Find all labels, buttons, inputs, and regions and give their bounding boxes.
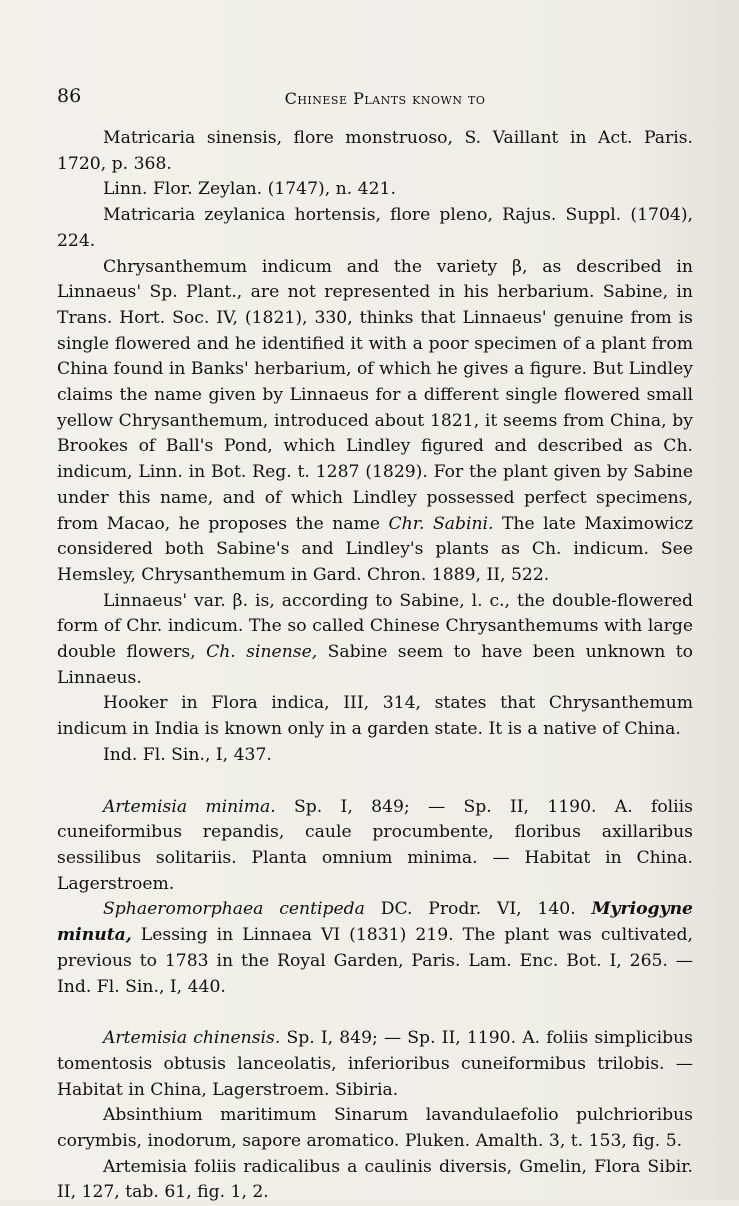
text-run: DC. Prodr. VI, 140. xyxy=(364,899,592,920)
paragraph-linn-flor-zeylan: Linn. Flor. Zeylan. (1747), n. 421. xyxy=(103,179,396,200)
text-run: Sp. I, 849; — Sp. II, 1190. A. foliis simplicibus tomentosis obtusis lanceolatis, inferioribus cuneiformibus trilobis. — Habitat in China, Lagerstroem. Sibiria. xyxy=(57,1028,693,1100)
paragraph-artemisia-chinensis xyxy=(57,1026,693,1103)
text-run: Lessing in Linnaea VI (1831) 219. The plant was cultivated, previous to 1783 in the Royal Garden, Paris. Lam. Enc. Bot. I, 265. — Ind. Fl. Sin., I, 440. xyxy=(57,925,693,997)
text-run: Chrysanthemum indicum and the variety β, as described in Linnaeus' Sp. Plant., are not represented in his herbarium. Sabine, in Trans. Hort. Soc. IV, (1821), 330, thinks that Linnaeus' genuine from is single flowered and he identified it with a poor specimen of a plant from China found in Banks' herbarium, of which he gives a figure. But Lindley claims the name given by Linnaeus for a different single flowered small yellow Chrysanthemum, introduced about 1821, it seems from China, by Brookes of Ball's Pond, which Lindley figured and described as Ch. indicum, Linn. in Bot. Reg. t. 1287 (1829). For the plant given by Sabine under this name, and of which Lindley possessed perfect specimens, from Macao, he proposes the name xyxy=(57,256,693,534)
text-run: Linnaeus' var. β. is, according to Sabine, l. c., the double-flowered form of Chr. indicum. The so called Chinese Chrysanthemums with large double flowers, xyxy=(57,590,693,663)
paragraph-absinthium: Absinthium maritimum Sinarum lavandulaefolio pulchrioribus corymbis, inodorum, sapore aromatico. Pluken. Amalth. 3, t. 153, fig. 5. xyxy=(57,1105,693,1152)
taxon-name: Artemisia chinensis. xyxy=(103,1028,281,1049)
paragraph-matricaria-sinensis: Matricaria sinensis, flore monstruoso, S. Vaillant in Act. Paris. 1720, p. 368. xyxy=(57,128,693,174)
body-text xyxy=(57,126,693,1206)
paragraph-artemisia-foliis: Artemisia foliis radicalibus a caulinis diversis, Gmelin, Flora Sibir. II, 127, tab. 61, fig. 1, 2. xyxy=(57,1156,693,1203)
taxon-name: Chr. Sabini. xyxy=(388,513,494,534)
text-run: The late Maximowicz considered both Sabine's and Lindley's plants as Ch. indicum. See Hemsley, Chrysanthemum in Gard. Chron. 1889, II, 522. xyxy=(57,513,693,585)
taxon-name: Artemisia minima. xyxy=(103,796,276,817)
paragraph-matricaria-zeylanica: Matricaria zeylanica hortensis, flore pleno, Rajus. Suppl. (1704), 224. xyxy=(57,205,693,251)
paragraph-hooker-flora-indica: Hooker in Flora indica, III, 314, states that Chrysanthemum indicum in India is known only in a garden state. It is a native of China. xyxy=(57,693,693,740)
paragraph-ind-fl-sin: Ind. Fl. Sin., I, 437. xyxy=(103,744,272,765)
page-header xyxy=(57,85,693,115)
paragraph-sphaeromorphaea xyxy=(57,897,693,1000)
text-run: Sp. I, 849; — Sp. II, 1190. A. foliis cuneiformibus repandis, caule procumbente, floribus axillaribus sessilibus solitariis. Planta omnium minima. — Habitat in China. Lagerstroem. xyxy=(57,796,693,894)
paragraph-chrysanthemum-indicum xyxy=(57,255,693,589)
paragraph-linnaeus-var xyxy=(57,589,693,692)
text-run: Sabine seem to have been unknown to Linnaeus. xyxy=(57,642,694,688)
taxon-name: Ch. sinense, xyxy=(206,642,318,663)
paragraph-artemisia-minima xyxy=(57,795,693,898)
taxon-name: Sphaeromorphaea centipeda xyxy=(103,899,365,920)
running-head: Chinese Plants known to xyxy=(284,89,486,108)
page-number: 86 xyxy=(57,85,82,107)
taxon-name-bold: Myriogyne minuta, xyxy=(57,899,693,946)
